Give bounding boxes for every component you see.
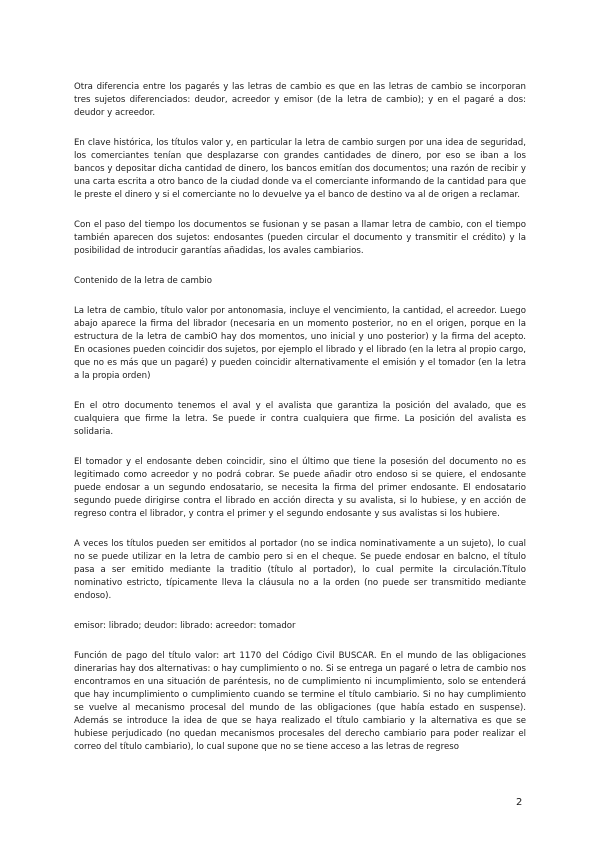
paragraph-tomador-endosante: El tomador y el endosante deben coincidir, sino el último que tiene la posesión del documento no es legitimado como acreedor y no podrá cobrar. Se puede añadir otro endoso si se quiere, el endosante puede endosar a un segundo endosatario, se necesita la firma del primer endosante. El endosatario segundo puede dirigirse contra el librado en acción directa y su avalista, si lo hubiese, y en acción de regreso contra el librador, y contra el primer y el segundo endosante y sus avalistas si los hubiere. <box>74 457 526 519</box>
page-number: 2 <box>516 797 523 808</box>
paragraph-content-letra: La letra de cambio, título valor por antonomasia, incluye el vencimiento, la cantidad, el acreedor. Luego abajo aparece la firma del librador (necesaria en un momento posterior, no en el origen, porque en la estructura de la letra de cambiO hay dos momentos, uno inicial y uno posterior) y la firma del acepto. En ocasiones pueden coincidir dos sujetos, por ejemplo el librado y el librado (en la letra al propio cargo, que no es más que un pagaré) y pueden coincidir alternativamente el emisión y el tomador (en la letra a la propia orden) <box>74 306 526 381</box>
paragraph-pagares-vs-letras: Otra diferencia entre los pagarés y las letras de cambio es que en las letras de cambio se incorporan tres sujetos diferenciados: deudor, acreedor y emisor (de la letra de cambio); y en el pagaré a dos: deudor y acreedor. <box>74 82 526 118</box>
document-page <box>74 81 526 771</box>
paragraph-evolution: Con el paso del tiempo los documentos se fusionan y se pasan a llamar letra de cambio, con el tiempo también aparecen dos sujetos: endosantes (pueden circular el documento y transmitir el crédito) y la posibilidad de introducir garantías añadidas, los avales cambiarios. <box>74 220 526 256</box>
paragraph-roles-summary: emisor: librado; deudor: librado: acreedor: tomador <box>74 621 296 631</box>
section-heading: Contenido de la letra de cambio <box>74 276 213 286</box>
paragraph-portador: A veces los títulos pueden ser emitidos al portador (no se indica nominativamente a un sujeto), lo cual no se puede utilizar en la letra de cambio pero si en el cheque. Se puede endosar en balcno, el título pasa a ser emitido mediante la traditio (título al portador), lo cual permite la circulación.Título nominativo estricto, típicamente lleva la cláusula no a la orden (no puede ser transmitido mediante endoso). <box>74 539 526 601</box>
paragraph-historical-context: En clave histórica, los títulos valor y, en particular la letra de cambio surgen por una idea de seguridad, los comerciantes tenían que desplazarse con grandes cantidades de dinero, por eso se iban a los bancos y depositar dicha cantidad de dinero, los bancos emitían dos documentos; una razón de recibir y una carta escrita a otro banco de la ciudad donde va el comerciante informando de la cantidad para que le preste el dinero y si el comerciante no lo devuelve ya el banco de destino va al de origen a reclamar. <box>74 138 526 200</box>
paragraph-aval: En el otro documento tenemos el aval y el avalista que garantiza la posición del avalado, que es cualquiera que firme la letra. Se puede ir contra cualquiera que firme. La posición del avalista es solidaria. <box>74 401 526 437</box>
paragraph-funcion-pago: Función de pago del título valor: art 1170 del Código Civil BUSCAR. En el mundo de las obligaciones dinerarias hay dos alternativas: o hay cumplimiento o no. Si se entrega un pagaré o letra de cambio nos encontramos en una situación de paréntesis, no de cumplimiento ni incumplimiento, solo se entenderá que hay incumplimiento o cumplimiento cuando se termine el título cambiario. Si no hay cumplimiento se vuelve al mecanismo procesal del mundo de las obligaciones (que había estado en suspense). Además se introduce la idea de que se haya realizado el título cambiario y la alternativa es que se hubiese perjudicado (no quedan mecanismos procesales del derecho cambiario para poder realizar el correo del título cambiario), lo cual supone que no se tiene acceso a las letras de regreso <box>74 651 526 752</box>
